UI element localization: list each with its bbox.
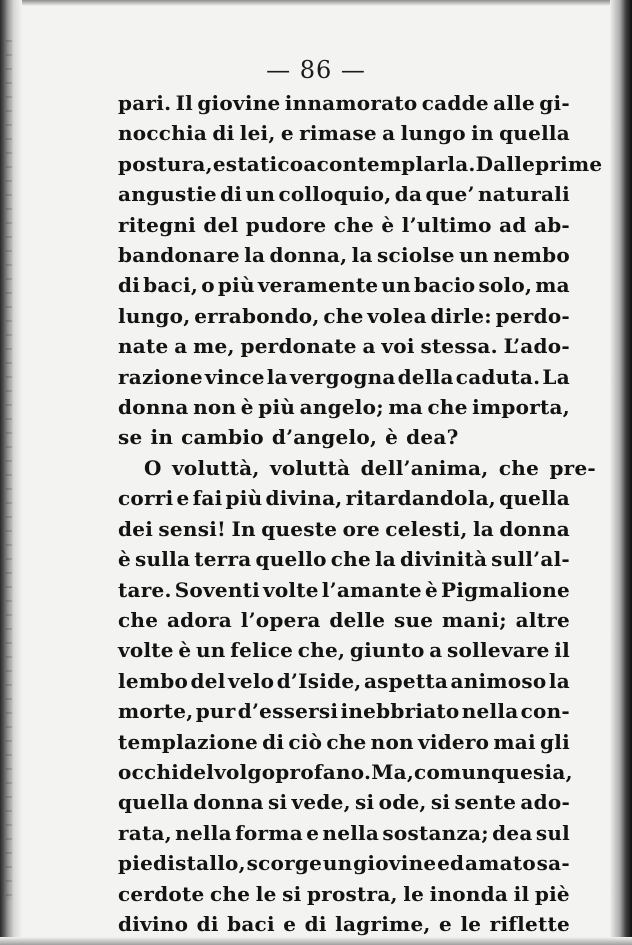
word: que’ (425, 182, 475, 207)
word: voluttà (269, 455, 351, 480)
word: sulla (134, 547, 191, 572)
word: donna (499, 516, 570, 541)
word: Soventi (174, 577, 260, 602)
word: quella (499, 486, 570, 511)
word: quello (255, 547, 327, 572)
text-line-20 (118, 666, 570, 696)
word: volte (118, 638, 174, 663)
text-line-8 (118, 301, 570, 331)
word: gli (539, 729, 570, 754)
word: è (118, 547, 131, 572)
page-left-fibers (6, 40, 12, 900)
word: ore (342, 516, 380, 541)
word: bandonare (118, 243, 240, 268)
word: cerdote (118, 881, 205, 906)
word: è (240, 395, 254, 420)
word: la (244, 243, 266, 268)
word: innamorato (284, 91, 418, 115)
word: più (225, 486, 263, 511)
word: ciò (288, 729, 323, 754)
word: pur (195, 699, 236, 724)
word: sollevare (447, 638, 550, 663)
word: scorge (246, 851, 323, 876)
word: sa- (536, 851, 570, 876)
word: è (424, 577, 438, 602)
word: naturali (477, 182, 570, 207)
word: nella (322, 820, 380, 845)
word: Dalle (475, 151, 536, 176)
word: volte (262, 577, 319, 602)
word: piè (534, 881, 570, 906)
body-text (118, 88, 603, 939)
text-line-21 (118, 696, 570, 726)
word: quella (118, 790, 189, 815)
word: postura, (118, 151, 213, 176)
text-line-27 (118, 879, 570, 909)
text-line-16 (118, 544, 570, 574)
text-line-11 (118, 392, 570, 422)
word: perdonate (240, 334, 357, 359)
word: corri (118, 486, 174, 511)
word: la (351, 243, 373, 268)
word: volea (367, 303, 427, 328)
word: e (176, 486, 190, 511)
word: ad (499, 212, 527, 237)
word: non (370, 729, 414, 754)
text-line-3 (118, 149, 603, 179)
word: angelo; (299, 395, 384, 420)
word: giunto (349, 638, 425, 663)
text-line-5 (118, 210, 570, 240)
word: dea (492, 820, 533, 845)
text-line-4 (118, 179, 570, 209)
word: perdo- (495, 303, 570, 328)
word: solo, (478, 273, 533, 298)
text-line-22 (118, 727, 570, 757)
text-line-6 (118, 240, 570, 270)
word: un (322, 851, 353, 876)
word: a (174, 334, 188, 359)
word: le (403, 881, 425, 906)
word: queste (261, 516, 338, 541)
word: animoso (450, 668, 547, 693)
text-line-1 (118, 88, 570, 118)
word: della (397, 364, 454, 389)
word: divino (118, 911, 189, 936)
word: donna (193, 790, 264, 815)
word: terra (194, 547, 252, 572)
word: estatico (212, 151, 304, 176)
word: si (282, 881, 302, 906)
word: volgo (214, 759, 276, 784)
word: si (267, 790, 288, 815)
word: In (231, 516, 256, 541)
word: donna (118, 395, 189, 420)
word: divinità (400, 547, 488, 572)
text-line-2 (118, 118, 570, 148)
word: baci, (143, 273, 199, 298)
word: le (460, 911, 482, 936)
word: un (196, 638, 226, 663)
text-line-19 (118, 635, 570, 665)
text-line-25 (118, 818, 570, 848)
word: piedistallo, (118, 851, 246, 876)
text-line-18 (118, 605, 570, 635)
word: rata, (118, 820, 172, 845)
word: errabondo, (194, 303, 320, 328)
word: un (381, 273, 411, 298)
word: il (554, 638, 570, 663)
word: caduta. (455, 364, 541, 389)
word: angustie (118, 182, 217, 207)
word: voluttà, (172, 455, 260, 480)
word: e (306, 820, 320, 845)
text-line-10 (118, 362, 570, 392)
word: del (190, 668, 226, 693)
word: lagrime, (335, 911, 431, 936)
word: a (382, 121, 396, 146)
word: ma (535, 273, 570, 298)
word: a (362, 334, 376, 359)
word: celesti, (385, 516, 468, 541)
word: Ma, (371, 759, 415, 784)
text-line-17 (118, 575, 570, 605)
word: Pigmalione (440, 577, 570, 602)
word: adora (166, 607, 232, 632)
word: un (245, 182, 276, 207)
word: sue (393, 607, 434, 632)
word: veramente (257, 273, 379, 298)
word: se (118, 425, 143, 450)
word: a (303, 151, 317, 176)
word: videro (417, 729, 490, 754)
word: di (304, 911, 327, 936)
word: occhi (118, 759, 180, 784)
word: non (193, 395, 237, 420)
word: che (210, 881, 251, 906)
text-line-23 (118, 757, 573, 787)
word: lungo, (118, 303, 191, 328)
word: alle (493, 91, 536, 115)
word: l’opera (240, 607, 321, 632)
text-line-12 (118, 422, 570, 452)
word: importa, (472, 395, 570, 420)
word: colloquio, (278, 182, 392, 207)
word: vergogna (289, 364, 396, 389)
text-line-13 (118, 453, 596, 483)
word: la (548, 668, 570, 693)
text-line-15 (118, 514, 570, 544)
word: vede, (291, 790, 351, 815)
word: è (178, 638, 192, 663)
word: d’angelo, (271, 425, 378, 450)
word: riflette (489, 911, 570, 936)
word: le (255, 881, 277, 906)
word: cambio (181, 425, 264, 450)
text-line-24 (118, 787, 570, 817)
word: aspetta (363, 668, 449, 693)
word: divina, (265, 486, 343, 511)
word: dell’anima, (360, 455, 489, 480)
word: pre- (549, 455, 596, 480)
word: sensi! (158, 516, 227, 541)
word: inebbriato (340, 699, 460, 724)
word: giovine (353, 851, 437, 876)
word: nella (461, 699, 519, 724)
word: ode, (378, 790, 427, 815)
word: di (212, 121, 235, 146)
word: pudore (245, 212, 327, 237)
word: a (429, 638, 443, 663)
word: forma (235, 820, 303, 845)
word: più (258, 395, 296, 420)
word: vince (204, 364, 265, 389)
word: sia, (533, 759, 573, 784)
word: fai (192, 486, 223, 511)
word: nocchia (118, 121, 208, 146)
word: dei (118, 516, 154, 541)
word: l’amante (321, 577, 422, 602)
word: velo (227, 668, 275, 693)
word: è (381, 212, 395, 237)
word: e (283, 911, 297, 936)
word: d’Iside, (276, 668, 362, 693)
word: la (374, 547, 397, 572)
word: sul (535, 820, 570, 845)
word: del (203, 212, 239, 237)
word: lembo (118, 668, 189, 693)
word: che (118, 607, 159, 632)
page-right-edge (610, 0, 632, 945)
word: di (262, 729, 285, 754)
word: ado- (520, 790, 570, 815)
word: d’essersi (237, 699, 339, 724)
word: baci (227, 911, 275, 936)
word: sull’al- (491, 547, 570, 572)
word: quella (499, 121, 570, 146)
word: di (220, 182, 243, 207)
word: nella (175, 820, 232, 845)
word: felice (230, 638, 294, 663)
word: profano. (275, 759, 372, 784)
word: templazione (118, 729, 258, 754)
word: donna, (269, 243, 348, 268)
word: sente (454, 790, 517, 815)
word: si (430, 790, 451, 815)
word: O (144, 455, 162, 480)
word: dea? (406, 425, 459, 450)
word: L’ado- (503, 334, 570, 359)
word: Il (175, 91, 194, 115)
word: che (427, 395, 468, 420)
word: razione (118, 364, 203, 389)
text-line-26 (118, 848, 570, 878)
word: o (201, 273, 215, 298)
word: stessa. (420, 334, 498, 359)
word: la (266, 364, 288, 389)
page-number: — 86 — (266, 56, 366, 84)
word: lei, (239, 121, 276, 146)
word: ab- (533, 212, 570, 237)
word: che (333, 212, 374, 237)
word: mani; (442, 607, 507, 632)
word: da (394, 182, 423, 207)
word: che (330, 547, 371, 572)
word: ritardandola, (345, 486, 497, 511)
word: altre (515, 607, 570, 632)
word: morte, (118, 699, 194, 724)
word: è (385, 425, 399, 450)
word: contemplarla. (316, 151, 476, 176)
word: ma (388, 395, 423, 420)
word: cadde (421, 91, 489, 115)
word: amato (465, 851, 536, 876)
word: il (513, 881, 530, 906)
word: me, (193, 334, 235, 359)
word: pari. (118, 91, 172, 115)
word: prime (535, 151, 603, 176)
word: in (150, 425, 174, 450)
word: dirle: (430, 303, 492, 328)
word: mai (493, 729, 536, 754)
word: sciolse (377, 243, 455, 268)
word: voi (381, 334, 415, 359)
text-line-7 (118, 270, 570, 300)
word: inonda (429, 881, 509, 906)
word: tare. (118, 577, 172, 602)
word: che (323, 303, 364, 328)
word: e (439, 911, 453, 936)
word: di (118, 273, 141, 298)
word: con- (520, 699, 570, 724)
word: nate (118, 334, 169, 359)
word: giovine (197, 91, 281, 115)
word: di (196, 911, 219, 936)
text-line-14 (118, 483, 570, 513)
word: del (179, 759, 215, 784)
word: in (471, 121, 494, 146)
word: nembo (492, 243, 570, 268)
text-line-9 (118, 331, 570, 361)
word: La (542, 364, 570, 389)
word: prostra, (306, 881, 398, 906)
word: ed (437, 851, 465, 876)
word: l’ultimo (401, 212, 492, 237)
word: bacio (414, 273, 476, 298)
word: gi- (539, 91, 570, 115)
word: che (326, 729, 367, 754)
word: delle (329, 607, 386, 632)
word: rimase (299, 121, 377, 146)
text-line-28 (118, 909, 570, 939)
page-top-edge (0, 0, 632, 6)
word: sostanza; (382, 820, 489, 845)
word: e (280, 121, 294, 146)
word: si (355, 790, 375, 815)
word: che, (297, 638, 346, 663)
word: ritegni (118, 212, 196, 237)
word: che (498, 455, 540, 480)
word: un (459, 243, 489, 268)
word: la (472, 516, 494, 541)
word: comunque (414, 759, 534, 784)
word: lungo (400, 121, 466, 146)
word: più (217, 273, 255, 298)
